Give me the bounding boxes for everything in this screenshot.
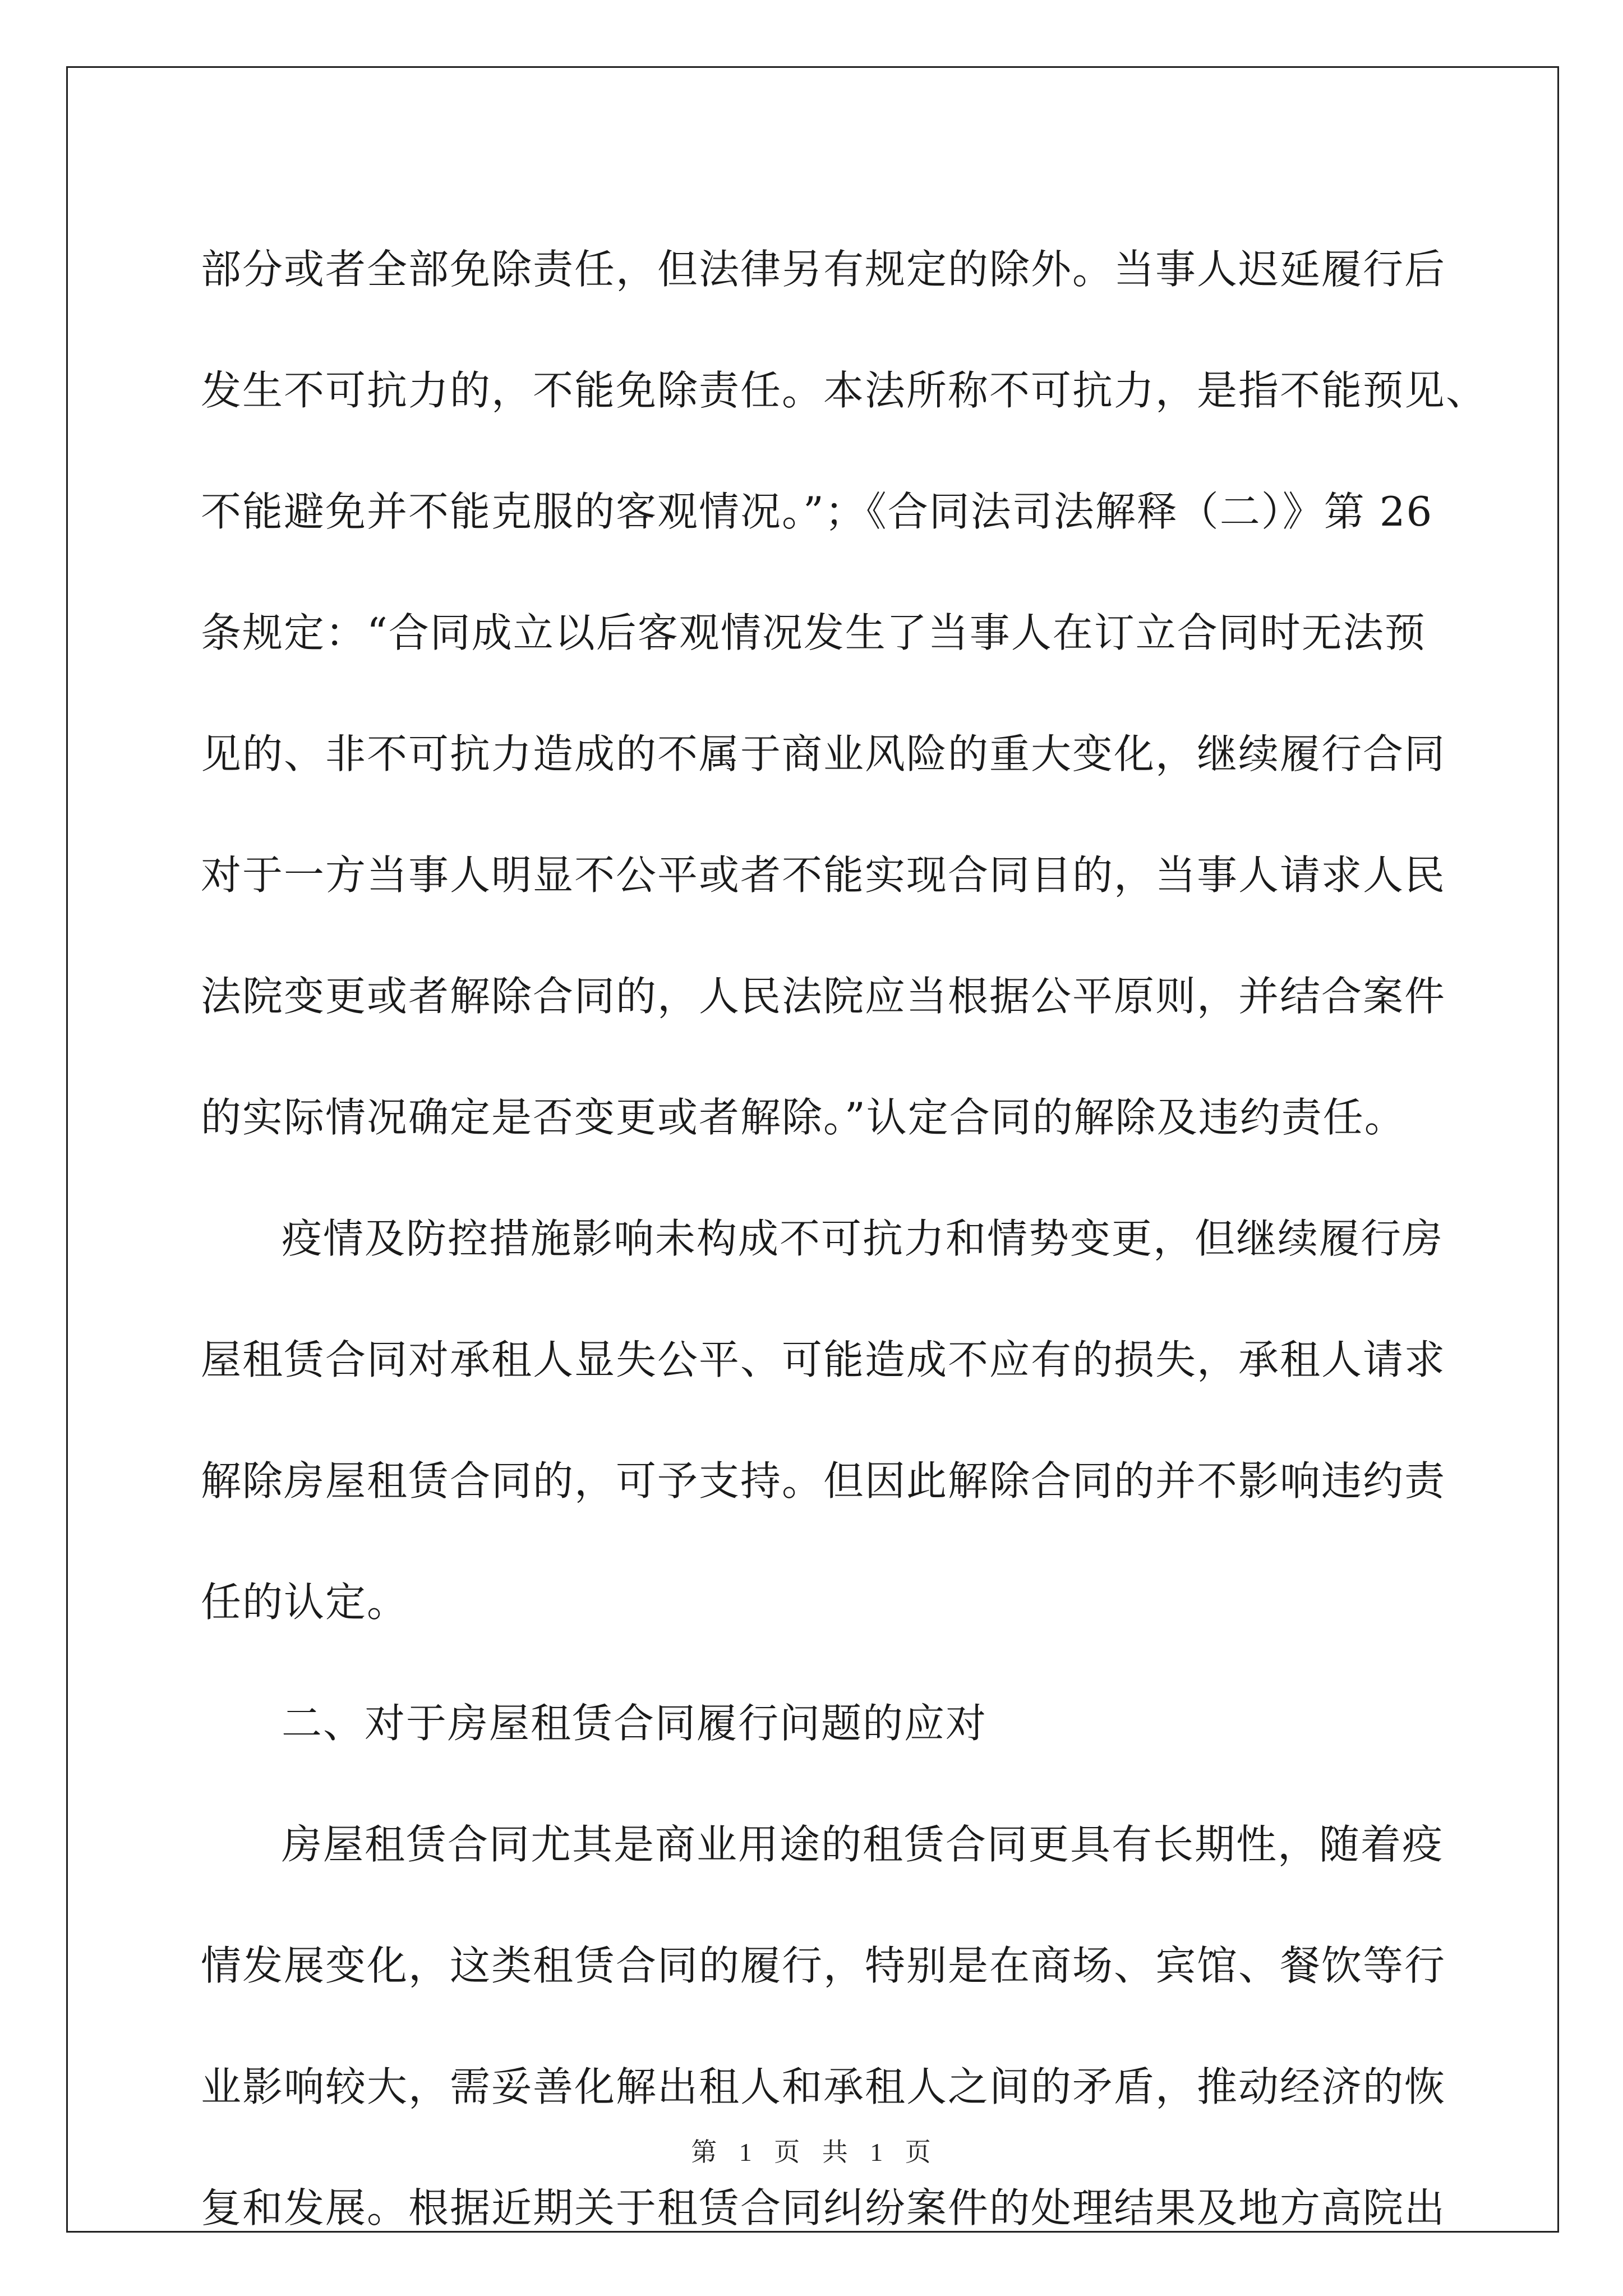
page-number-footer: 第 1 页 共 1 页	[691, 2138, 932, 2166]
document-body	[201, 209, 1488, 2269]
text-line: 发生不可抗力的，不能免除责任。本法所称不可抗力，是指不能预见、	[201, 367, 1488, 414]
paragraph-first-line: 房屋租赁合同尤其是商业用途的租赁合同更具有长期性，随着疫	[282, 1821, 1444, 1868]
text-line: 情发展变化，这类租赁合同的履行，特别是在商场、宾馆、餐饮等行	[201, 1942, 1446, 1989]
text-line: 屋租赁合同对承租人显失公平、可能造成不应有的损失，承租人请求	[201, 1336, 1446, 1383]
paragraph-first-line: 疫情及防控措施影响未构成不可抗力和情势变更，但继续履行房	[282, 1215, 1444, 1262]
text-line: 任的认定。	[201, 1579, 409, 1626]
text-line: 复和发展。根据近期关于租赁合同纠纷案件的处理结果及地方高院出	[201, 2184, 1446, 2231]
text-line: 业影响较大，需妥善化解出租人和承租人之间的矛盾，推动经济的恢	[201, 2063, 1446, 2110]
text-line: 见的、非不可抗力造成的不属于商业风险的重大变化，继续履行合同	[201, 730, 1446, 777]
text-line: 对于一方当事人明显不公平或者不能实现合同目的，当事人请求人民	[201, 852, 1446, 899]
text-line: 不能避免并不能克服的客观情况。”；《合同法司法解释（二）》第 26	[201, 488, 1433, 535]
text-line: 部分或者全部免除责任，但法律另有规定的除外。当事人迟延履行后	[201, 246, 1446, 293]
text-line: 解除房屋租赁合同的，可予支持。但因此解除合同的并不影响违约责	[201, 1457, 1446, 1504]
section-heading: 二、对于房屋租赁合同履行问题的应对	[282, 1700, 988, 1747]
text-line: 法院变更或者解除合同的，人民法院应当根据公平原则，并结合案件	[201, 973, 1446, 1020]
text-line: 条规定：“合同成立以后客观情况发生了当事人在订立合同时无法预	[201, 609, 1426, 656]
text-line: 的实际情况确定是否变更或者解除。”认定合同的解除及违约责任。	[201, 1094, 1406, 1141]
